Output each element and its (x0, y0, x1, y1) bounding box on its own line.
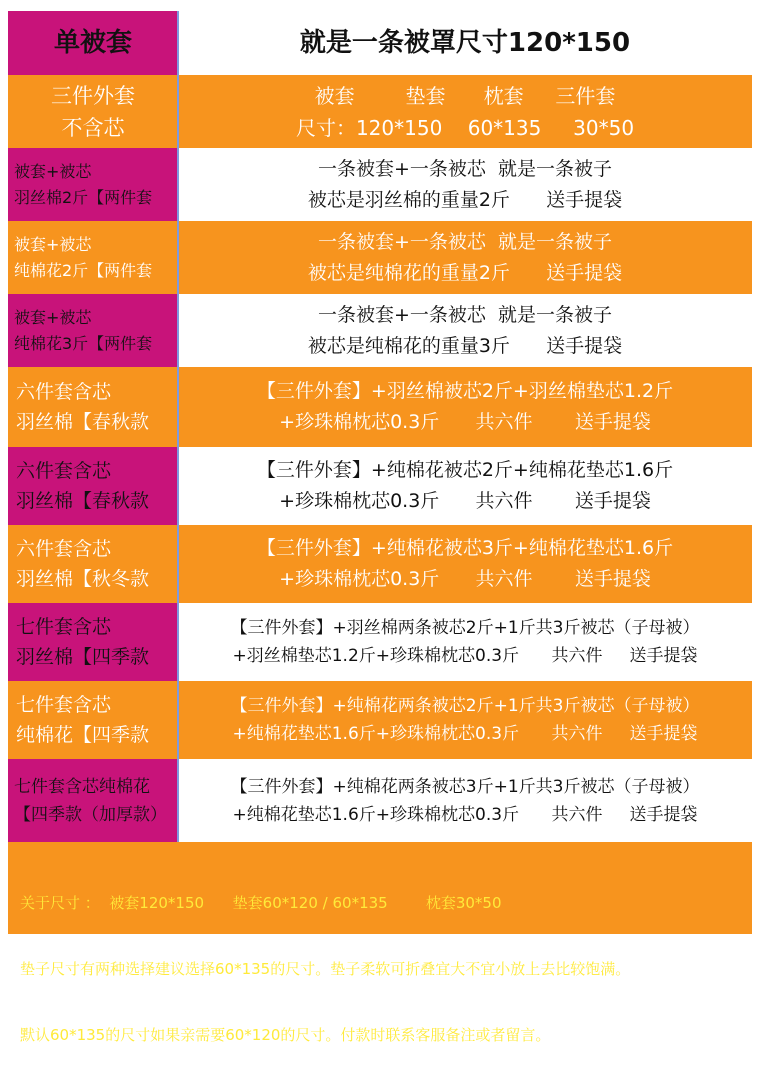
row-label-line: 不含芯 (61, 115, 125, 140)
row-detail-line: 一条被套+一条被芯 就是一条被子 (318, 303, 612, 326)
row-detail-line: 【三件外套】+纯棉花两条被芯3斤+1斤共3斤被芯（子母被） (230, 776, 700, 797)
row-detail-line: 被芯是纯棉花的重量3斤 送手提袋 (307, 334, 623, 357)
row-detail-line: +珍珠棉枕芯0.3斤 共六件 送手提袋 (279, 411, 651, 433)
row-detail-line: 尺寸：120*150 60*135 30*50 (295, 115, 635, 140)
row-detail-line: 【三件外套】+纯棉花被芯2斤+纯棉花垫芯1.6斤 (256, 459, 674, 481)
row-label-cell (8, 447, 178, 525)
row-label-cell (8, 367, 178, 447)
row-detail-line: +纯棉花垫芯1.6斤+珍珠棉枕芯0.3斤 共六件 送手提袋 (232, 724, 698, 744)
row-label-line: 纯棉花2斤【两件套 (14, 260, 153, 280)
row-detail-cell (178, 525, 752, 603)
row-label-cell (8, 75, 178, 148)
row-label-line: 羽丝棉【春秋款 (16, 411, 150, 433)
table-row (8, 525, 752, 603)
row-detail-line: 被芯是羽丝棉的重量2斤 送手提袋 (307, 188, 623, 211)
header-title-cell (178, 11, 752, 75)
row-detail-cell (178, 759, 752, 842)
row-detail-cell (178, 294, 752, 367)
row-detail-cell (178, 75, 752, 148)
table-row (8, 367, 752, 447)
table-row (8, 681, 752, 759)
row-detail-cell (178, 148, 752, 221)
row-detail-line: +纯棉花垫芯1.6斤+珍珠棉枕芯0.3斤 共六件 送手提袋 (232, 804, 698, 825)
page-title: 就是一条被罩尺寸120*150 (299, 27, 631, 58)
row-detail-cell (178, 221, 752, 294)
row-label-line: 羽丝棉【春秋款 (16, 490, 150, 512)
column-divider (177, 11, 179, 844)
row-detail-cell (178, 603, 752, 681)
row-label-line: 被套+被芯 (14, 307, 92, 327)
row-label-cell (8, 525, 178, 603)
row-label-line: 羽丝棉【秋冬款 (16, 568, 150, 590)
row-label-line: 七件套含芯 (16, 694, 112, 716)
header-left-cell (8, 11, 178, 75)
row-detail-line: 一条被套+一条被芯 就是一条被子 (318, 157, 612, 180)
table-row (8, 294, 752, 367)
row-detail-line: 【三件外套】+羽丝棉被芯2斤+羽丝棉垫芯1.2斤 (256, 380, 674, 402)
row-detail-line: +珍珠棉枕芯0.3斤 共六件 送手提袋 (279, 490, 651, 512)
row-detail-cell (178, 447, 752, 525)
row-label-line: 被套+被芯 (14, 234, 92, 254)
row-detail-line: 【三件外套】+羽丝棉两条被芯2斤+1斤共3斤被芯（子母被） (230, 618, 700, 638)
size-note-line: 默认60*135的尺寸如果亲需要60*120的尺寸。付款时联系客服备注或者留言。 (20, 1026, 551, 1044)
table-row (8, 447, 752, 525)
row-label-line: 七件套含芯 (16, 616, 112, 638)
row-label-line: 六件套含芯 (16, 538, 112, 560)
row-label-cell (8, 681, 178, 759)
row-label-line: 被套+被芯 (14, 161, 92, 181)
row-detail-line: 一条被套+一条被芯 就是一条被子 (318, 230, 612, 253)
table-row (8, 148, 752, 221)
row-detail-line: 被套 垫套 枕套 三件套 (314, 83, 616, 108)
size-note-line: 关于尺寸 ： 被套120*150 垫套60*120 / 60*135 枕套30*50 (20, 894, 502, 912)
size-notes (8, 842, 752, 1044)
header-row (8, 11, 752, 75)
row-detail-line: 被芯是纯棉花的重量2斤 送手提袋 (307, 261, 623, 284)
row-detail-cell (178, 367, 752, 447)
size-note-line: 垫子尺寸有两种选择建议选择60*135的尺寸。垫子柔软可折叠宜大不宜小放上去比较饱满。 (20, 960, 631, 978)
row-label-line: 【四季款（加厚款） (14, 804, 167, 825)
row-detail-cell (178, 681, 752, 759)
row-label-cell (8, 221, 178, 294)
row-label-line: 羽丝棉【四季款 (16, 646, 150, 668)
row-detail-line: +珍珠棉枕芯0.3斤 共六件 送手提袋 (279, 568, 651, 590)
row-label-cell (8, 148, 178, 221)
table-row (8, 75, 752, 148)
row-label-line: 六件套含芯 (16, 460, 112, 482)
row-label-cell (8, 759, 178, 842)
row-detail-line: 【三件外套】+纯棉花两条被芯2斤+1斤共3斤被芯（子母被） (230, 696, 700, 716)
row-label-line: 三件外套 (51, 83, 135, 108)
row-label-line: 六件套含芯 (16, 381, 112, 403)
row-label-line: 羽丝棉2斤【两件套 (14, 187, 153, 207)
row-detail-line: 【三件外套】+纯棉花被芯3斤+纯棉花垫芯1.6斤 (256, 537, 674, 559)
row-detail-line: +羽丝棉垫芯1.2斤+珍珠棉枕芯0.3斤 共六件 送手提袋 (232, 646, 698, 666)
table-row (8, 221, 752, 294)
header-left-label: 单被套 (53, 28, 132, 58)
table-row (8, 603, 752, 681)
row-label-line: 七件套含芯纯棉花 (14, 776, 150, 797)
row-label-line: 纯棉花【四季款 (16, 724, 150, 746)
table-row (8, 759, 752, 842)
row-label-cell (8, 603, 178, 681)
row-label-line: 纯棉花3斤【两件套 (14, 333, 153, 353)
row-label-cell (8, 294, 178, 367)
